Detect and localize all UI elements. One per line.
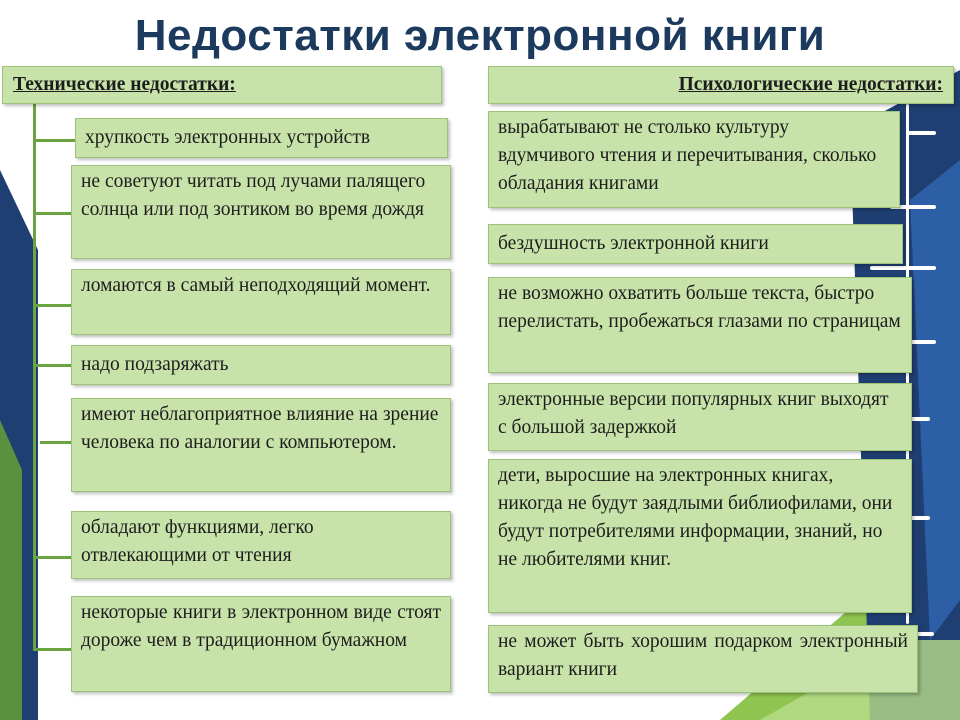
technical-item-4: надо подзаряжать: [71, 345, 451, 385]
technical-item-1: хрупкость электронных устройств: [75, 118, 448, 158]
technical-item-3: ломаются в самый неподходящий момент.: [71, 269, 451, 335]
right-branch-3: [870, 266, 936, 270]
psychological-header: [488, 66, 954, 104]
right-branch-1: [906, 131, 936, 135]
left-tree-trunk: [33, 103, 36, 651]
left-green-band: [0, 420, 22, 720]
technical-header: [2, 66, 442, 104]
left-branch-7: [33, 648, 71, 651]
psychological-item-2: бездушность электронной книги: [488, 224, 903, 264]
left-branch-5: [40, 441, 71, 444]
technical-item-5: имеют неблагоприятное влияние на зрение человека по аналогии с компьютером.: [71, 398, 451, 492]
psychological-item-1: вырабатывают не столько культуру вдумчивого чтения и перечитывания, сколько обладания книгами: [488, 111, 900, 208]
left-branch-6: [33, 556, 71, 559]
left-branch-3: [33, 304, 71, 307]
left-branch-4: [33, 364, 71, 367]
technical-item-7: некоторые книги в электронном виде стоят дороже чем в традиционном бумажном: [71, 596, 451, 692]
psychological-item-6: не может быть хорошим подарком электронный вариант книги: [488, 625, 918, 693]
psychological-header-label: Психологические недостатки:: [678, 74, 943, 95]
psychological-item-5: дети, выросшие на электронных книгах, никогда не будут заядлыми библиофилами, они будут потребителями информации, знаний, но не любителями книг.: [488, 459, 912, 613]
technical-item-2: не советуют читать под лучами палящего солнца или под зонтиком во время дождя: [71, 165, 451, 259]
psychological-item-4: электронные версии популярных книг выходят с большой задержкой: [488, 383, 912, 451]
page-title: Недостатки электронной книги: [134, 11, 826, 60]
left-branch-1: [33, 139, 75, 142]
left-branch-2: [33, 212, 71, 215]
technical-item-6: обладают функциями, легко отвлекающими от чтения: [71, 511, 451, 579]
technical-header-label: Технические недостатки:: [13, 74, 236, 95]
psychological-item-3: не возможно охватить больше текста, быстро перелистать, пробежаться глазами по страницам: [488, 277, 912, 373]
